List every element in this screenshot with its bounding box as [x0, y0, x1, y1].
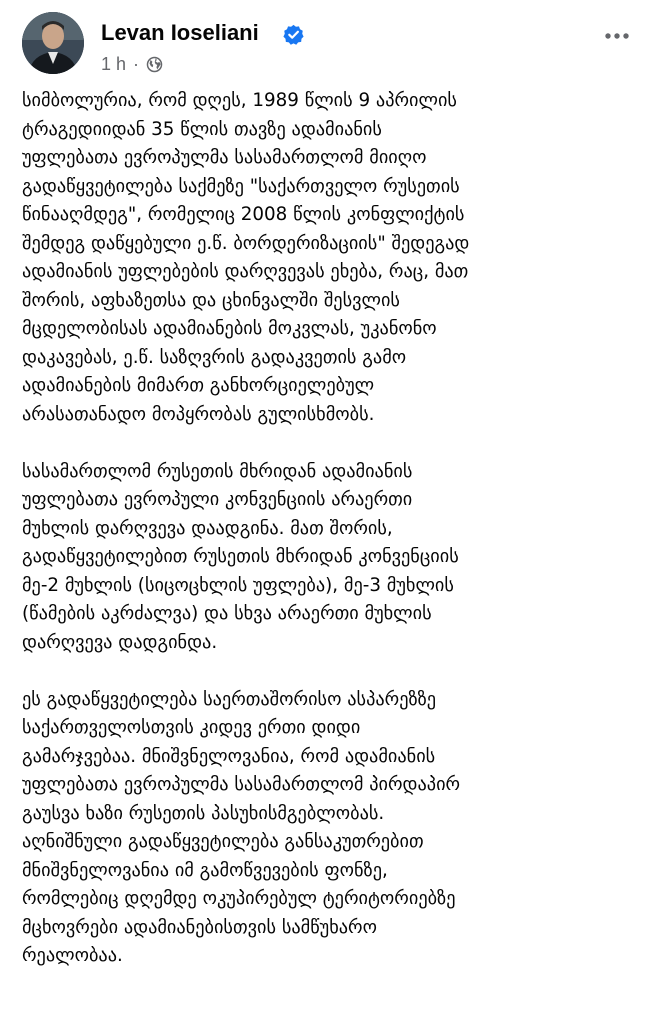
avatar-photo	[22, 12, 84, 74]
post-paragraph: ეს გადაწყვეტილება საერთაშორისო ასპარეზზე საქართველოსთვის კიდევ ერთი დიდი გამარჯვებაა. მნიშვნელოვანია, რომ ადამიანის უფლებათა ევროპულმა სასამართლომ პირდაპირ გაუსვა ხაზი რუსეთის პასუხისმგებლობას. აღნიშნული გადაწყვეტილება განსაკუთრებით მნიშვნელოვანია იმ გამოწვევების ფონზე, რომლებიც დღემდე ოკუპირებულ ტერიტორიებზე მცხოვრები ადამიანებისთვის სამწუხარო რეალობაა.	[22, 688, 461, 966]
post-time[interactable]: 1 h	[101, 53, 127, 74]
avatar[interactable]	[22, 12, 84, 74]
post-paragraph: სასამართლომ რუსეთის მხრიდან ადამიანის უფლებათა ევროპული კონვენციის არაერთი მუხლის დარღვევა დაადგინა. მათ შორის, გადაწყვეტილებით რუსეთის მხრიდან კონვენციის მე-2 მუხლის (სიცოცხლის უფლება), მე-3 მუხლის (წამების აკრძალვა) და სხვა არაერთი მუხლის დარღვევა დადგინდა.	[22, 460, 459, 653]
meta-separator: ·	[133, 53, 140, 74]
post-paragraph: სიმბოლურია, რომ დღეს, 1989 წლის 9 აპრილის ტრაგედიიდან 35 წლის თავზე ადამიანის უფლებათა ევროპულმა სასამართლომ მიიღო გადაწყვეტილება საქმეზე "საქართველო რუსეთის წინააღმდეგ", რომელიც 2008 წლის კონფლიქტის შემდეგ დაწყებული ე.წ. ბორდერიზაციის" შედეგად ადამიანის უფლებების დარღვევას ეხება, რაც, მათ შორის, აფხაზეთსა და ცხინვალში შესვლის მცდელობისას ადამიანების მოკვლას, უკანონო დაკავებას, ე.წ. საზღვრის გადაკვეთის გამო ადამიანების მიმართ განხორციელებულ არასათანადო მოპყრობას გულისხმობს.	[22, 90, 470, 425]
verified-badge-icon	[283, 24, 304, 45]
globe-icon	[146, 56, 163, 73]
more-options-button[interactable]	[597, 16, 637, 56]
post-header	[22, 12, 637, 80]
author-name[interactable]: Levan Ioseliani	[101, 20, 259, 45]
post-meta	[101, 54, 163, 74]
post-body	[22, 87, 647, 999]
more-options-icon	[604, 32, 630, 40]
